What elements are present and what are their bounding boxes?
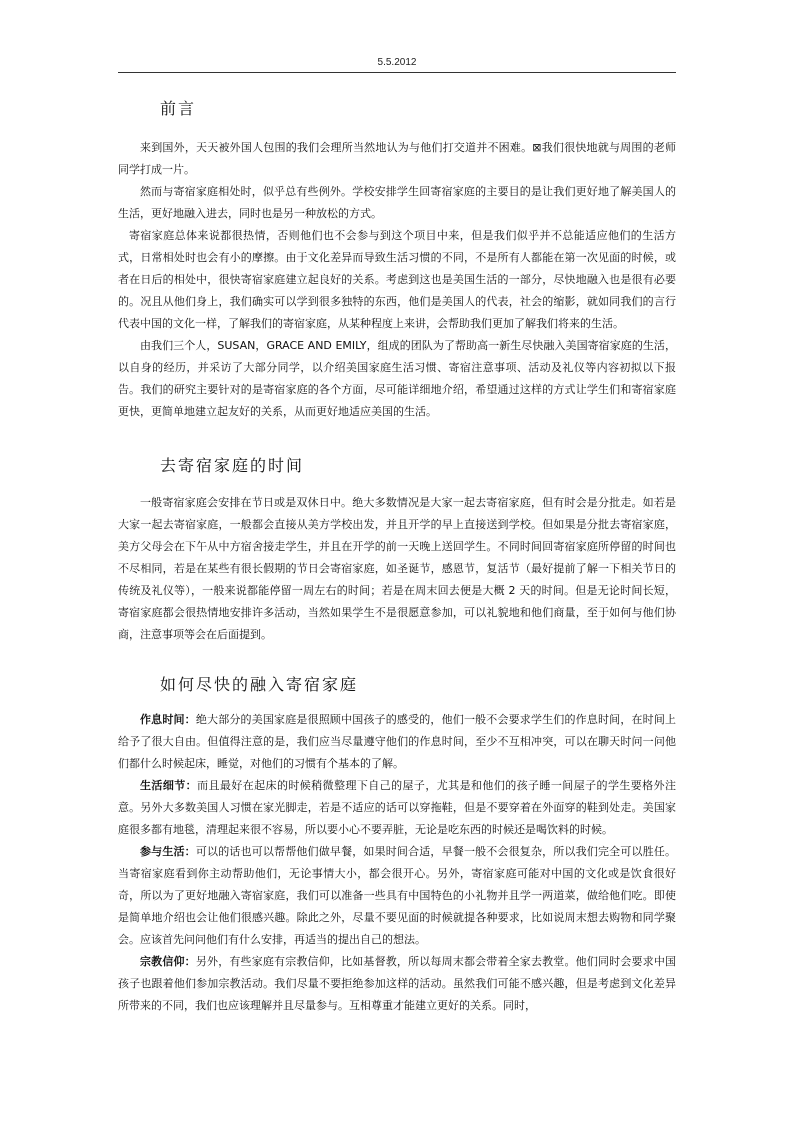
item-term: 作息时间：	[140, 713, 196, 726]
preface-paragraph-2: 然而与寄宿家庭相处时，似乎总有些例外。学校安排学生回寄宿家庭的主要目的是让我们更好地了解美国人的生活，更好地融入进去，同时也是另一种放松的方式。	[118, 185, 676, 220]
item-term: 生活细节：	[140, 779, 198, 792]
section-title-homestay-time: 去寄宿家庭的时间	[160, 456, 305, 475]
section-title-preface: 前言	[160, 99, 197, 118]
header-date: 5.5.2012	[377, 57, 417, 68]
header-rule	[118, 72, 676, 73]
preface-paragraph-3: 寄宿家庭总体来说都很热情，否则他们也不会参与到这个项目中来，但是我们似乎并不总能适应他们的生活方式，日常相处时也会有小的摩擦。由于文化差异而导致生活习惯的不同，不是所有人都能在第一次见面的时候，或者在日后的相处中，很快寄宿家庭建立起良好的关系。考虑到这也是美国生活的一部分，尽快地融入也是很有必要的。况且从他们身上，我们确实可以学到很多独特的东西，他们是美国人的代表，社会的缩影，就如同我们的言行代表中国的文化一样，了解我们的寄宿家庭，从某种程度上来讲，会帮助我们更加了解我们将来的生活。	[118, 229, 676, 330]
document-body	[118, 96, 676, 1017]
item-text: 而且最好在起床的时候稍微整理下自己的屋子，尤其是和他们的孩子睡一间屋子的学生要格外注意。另外大多数美国人习惯在家光脚走，若是不适应的话可以穿拖鞋，但是不要穿着在外面穿的鞋到处走。美国家庭很多都有地毯，清理起来很不容易，所以要小心不要弄脏，无论是吃东西的时候还是喝饮料的时候。	[118, 779, 677, 836]
integration-item-details	[118, 775, 676, 841]
item-term: 宗教信仰：	[140, 955, 196, 968]
item-text: 可以的话也可以帮帮他们做早餐，如果时间合适，早餐一般不会很复杂，所以我们完全可以胜任。当寄宿家庭看到你主动帮助他们，无论事情大小，都会很开心。另外，寄宿家庭可能对中国的文化或是饮食很好奇，所以为了更好地融入寄宿家庭，我们可以准备一些具有中国特色的小礼物并且学一两道菜，做给他们吃。即使是简单地介绍也会让他们很感兴趣。除此之外，尽量不要见面的时候就提各种要求，比如说周末想去购物和同学聚会。应该首先问问他们有什么安排，再适当的提出自己的想法。	[118, 845, 677, 946]
item-term: 参与生活：	[140, 845, 196, 858]
integration-item-religion	[118, 951, 676, 1017]
integration-item-schedule	[118, 709, 676, 775]
item-text: 绝大部分的美国家庭是很照顾中国孩子的感受的，他们一般不会要求学生们的作息时间，在时间上给予了很大自由。但值得注意的是，我们应当尽量遵守他们的作息时间，至少不互相冲突，可以在聊天时问一问他们都什么时候起床，睡觉，对他们的习惯有个基本的了解。	[118, 713, 677, 770]
preface-paragraph-4: 由我们三个人，SUSAN，GRACE AND EMILY，组成的团队为了帮助高一新生尽快融入美国寄宿家庭的生活，以自身的经历，并采访了大部分同学，以介绍美国家庭生活习惯、寄宿注意事项、活动及礼仪等内容初拟以下报告。我们的研究主要针对的是寄宿家庭的各个方面，尽可能详细地介绍，希望通过这样的方式让学生们和寄宿家庭更快，更简单地建立起友好的关系，从而更好地适应美国的生活。	[118, 339, 676, 418]
integration-item-participation	[118, 841, 676, 951]
homestay-time-paragraph: 一般寄宿家庭会安排在节日或是双休日中。绝大多数情况是大家一起去寄宿家庭，但有时会是分批走。如若是大家一起去寄宿家庭，一般都会直接从美方学校出发，并且开学的早上直接送到学校。但如果是分批去寄宿家庭，美方父母会在下午从中方宿舍接走学生，并且在开学的前一天晚上送回学生。不同时间回寄宿家庭所停留的时间也不尽相同，若是在某些有很长假期的节日会寄宿家庭，如圣诞节，感恩节，复活节（最好提前了解一下相关节日的传统及礼仪等），一般来说都能停留一周左右的时间；若是在周末回去便是大概 2 天的时间。但是无论时间长短，寄宿家庭都会很热情地安排许多活动，当然如果学生不是很愿意参加，可以礼貌地和他们商量，至于如何与他们协商，注意事项等会在后面提到。	[118, 496, 676, 641]
section-title-integration: 如何尽快的融入寄宿家庭	[160, 675, 359, 694]
preface-paragraph-1: 来到国外，天天被外国人包围的我们会理所当然地认为与他们打交道并不困难。⊠我们很快地就与周围的老师同学打成一片。	[118, 141, 676, 176]
item-text: 另外，有些家庭有宗教信仰，比如基督教，所以每周末都会带着全家去教堂。他们同时会要求中国孩子也跟着他们参加宗教活动。我们尽量不要拒绝参加这样的活动。虽然我们可能不感兴趣，但是考虑到文化差异所带来的不同，我们也应该理解并且尽量参与。互相尊重才能建立更好的关系。同时，	[118, 955, 677, 1012]
